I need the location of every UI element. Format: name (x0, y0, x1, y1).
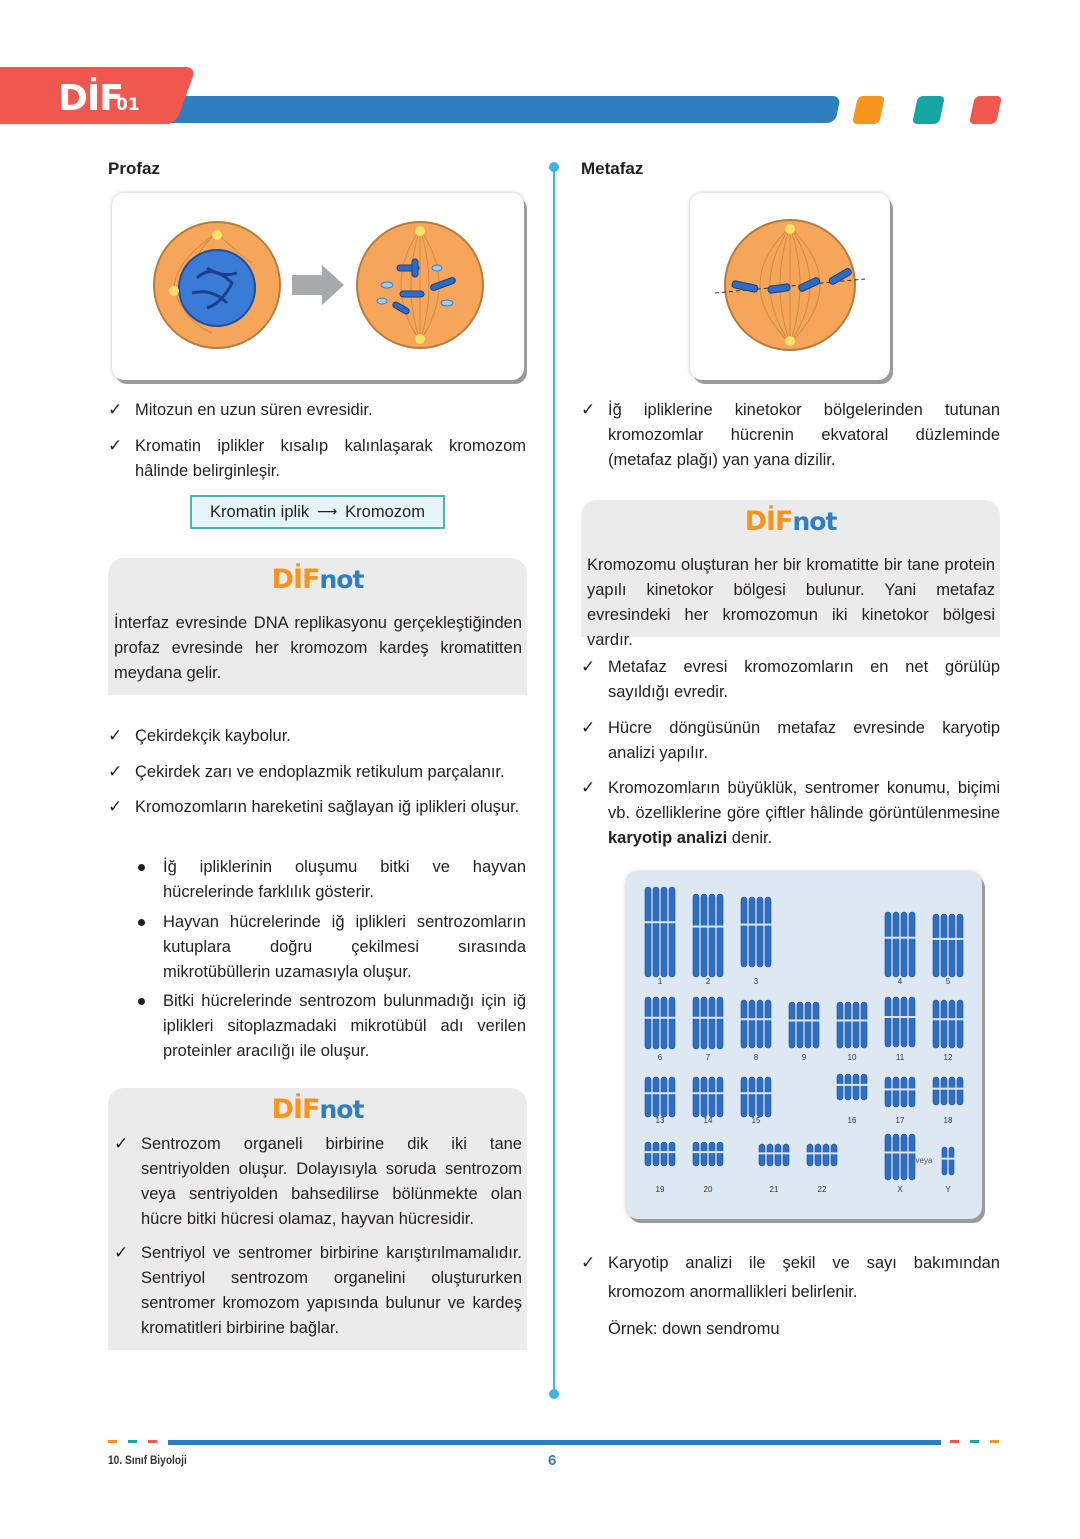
profaz-illustration (112, 193, 524, 380)
chromosome-label: 17 (895, 1116, 905, 1125)
header-square-red (969, 96, 1002, 124)
profaz-item-1: ✓ Mitozun en uzun süren evresidir. (108, 398, 526, 423)
chromosome-label: 20 (703, 1185, 713, 1194)
formula-from: Kromatin iplik (210, 502, 310, 521)
profaz-figure (112, 193, 524, 380)
chromosome-label: 6 (657, 1053, 663, 1062)
example-text: Örnek: down sendromu (608, 1320, 780, 1338)
karyotype-figure (626, 872, 982, 1219)
chromosome-pair-9 (789, 1002, 820, 1048)
metafaz-item-3: ✓ Hücre döngüsünün metafaz evresinde karyotip analizi yapılır. (581, 716, 1000, 766)
footer-dash-red (148, 1440, 157, 1443)
chromosome-label: 10 (847, 1053, 857, 1062)
formula-arrow: ⟶ (317, 504, 338, 520)
chromosome-label: 18 (943, 1116, 953, 1125)
chromosome-pair-12 (933, 1000, 964, 1048)
header-square-orange (852, 96, 885, 124)
header-bar (117, 96, 841, 123)
chromosome-pair-13 (645, 1077, 676, 1117)
chromosome-label: 1 (657, 977, 663, 986)
difnot-2-item-1: ✓ Sentrozom organeli birbirine dik iki tane sentriyolden oluşur. Dolayısıyla soruda sentrozom veya sentriyolden bahsedilirse bölünmekte olan hücre bitki hücresi olamaz, hayvan hücresidir. (114, 1132, 522, 1232)
footer-title: 10. Sınıf Biyoloji (108, 1453, 187, 1467)
chromosome-label: 22 (817, 1185, 827, 1194)
difnot-box-1 (108, 558, 527, 695)
profaz-item-4: ✓ Çekirdek zarı ve endoplazmik retikulum parçalanır. (108, 760, 526, 785)
chromosome-pair-1 (645, 887, 676, 977)
veya-label: veya (915, 1156, 933, 1165)
chromosome-pair-8 (741, 1000, 772, 1048)
divider-dot-top (549, 162, 559, 172)
chromosome-pair-16 (837, 1074, 868, 1100)
header-unit-number: 01 (116, 95, 140, 115)
profaz-heading: Profaz (108, 159, 160, 178)
chromosome-label: 15 (751, 1116, 761, 1125)
chromosome-pair-4 (885, 912, 916, 977)
chromosome-label: 2 (705, 977, 711, 986)
profaz-item-3: ✓ Çekirdekçik kaybolur. (108, 724, 526, 749)
chromosome-label: Y (945, 1185, 951, 1194)
chromosome-label: 14 (703, 1116, 713, 1125)
difnot-box-2 (108, 1088, 527, 1350)
chromosome-label: 12 (943, 1053, 953, 1062)
profaz-item-5: ✓ Kromozomların hareketini sağlayan iğ iplikleri oluşur. (108, 795, 526, 820)
chromosome-label: 11 (895, 1053, 905, 1062)
header-square-teal (912, 96, 945, 124)
chromosome-label: 5 (945, 977, 951, 986)
chromosome-pair-19 (645, 1142, 676, 1166)
footer-dash-orange (108, 1440, 117, 1443)
formula-to: Kromozom (345, 502, 425, 521)
chromosome-pair-15 (741, 1077, 772, 1117)
chromosome-pair-11 (885, 997, 916, 1047)
chromosome-label: 16 (847, 1116, 857, 1125)
chromosome-label: X (897, 1185, 903, 1194)
chromosome-pair-20 (693, 1142, 724, 1166)
chromosome-label: 13 (655, 1116, 665, 1125)
difnot-2-item-2: ✓ Sentriyol ve sentromer birbirine karıştırılmamalıdır. Sentriyol sentrozom organelini oluştururken sentromer kromozom yapısında bulunur ve kardeş kromatitleri birbirine bağlar. (114, 1241, 522, 1341)
profaz-bullet-1: İğ ipliklerinin oluşumu bitki ve hayvan hücrelerinde farklılık gösterir. (136, 855, 526, 905)
footer-dash-teal (128, 1440, 137, 1443)
column-divider (553, 167, 555, 1394)
footer-line (168, 1440, 941, 1445)
footer-dash-teal-r (970, 1440, 979, 1443)
metafaz-heading: Metafaz (581, 159, 644, 178)
footer-dash-orange-r (990, 1440, 999, 1443)
chromosome-pair-18 (933, 1077, 964, 1105)
header-logo: DİF (58, 78, 123, 119)
chromosome-pair-10 (837, 1002, 868, 1048)
metafaz-figure (690, 193, 890, 380)
difnot-logo: DİFnot (271, 1094, 364, 1125)
chromosome-pair-22 (807, 1144, 838, 1166)
metafaz-item-1: ✓ İğ ipliklerine kinetokor bölgelerinden tutunan kromozomlar hücrenin ekvatoral düzleminde (metafaz plağı) yan yana dizilir. (581, 398, 1000, 473)
chromosome-pair-21 (759, 1144, 790, 1166)
chromosome-label: 21 (769, 1185, 779, 1194)
karyotype-chart (626, 872, 982, 1219)
profaz-item-2: ✓ Kromatin iplikler kısalıp kalınlaşarak kromozom hâlinde belirginleşir. (108, 434, 526, 484)
footer-dash-red-r (950, 1440, 959, 1443)
difnot-text-3: Kromozomu oluşturan her bir kromatitte bir tane protein yapılı kinetokor bölgesi bulunur. Yani metafaz evresindeki her kromozomun iki kinetokor bölgesi vardır. (587, 556, 995, 649)
metafaz-item-2: ✓ Metafaz evresi kromozomların en net görülüp sayıldığı evredir. (581, 655, 1000, 705)
chromosome-pair-7 (693, 997, 724, 1049)
difnot-text-1: İnterfaz evresinde DNA replikasyonu gerçekleştiğinden profaz evresinde her kromozom kardeş kromatitten meydana gelir. (114, 614, 522, 682)
chromosome-label: 7 (705, 1053, 711, 1062)
chromosome-label: 8 (753, 1053, 759, 1062)
metafaz-item-4: ✓ Kromozomların büyüklük, sentromer konumu, biçimi vb. özelliklerine göre çiftler hâlinde görüntülenmesine karyotip analizi denir. (581, 776, 1000, 851)
chromosome-label: 3 (753, 977, 759, 986)
chromosome-pair-5 (933, 914, 964, 977)
difnot-box-3 (581, 500, 1000, 649)
chromosome-pair-6 (645, 997, 676, 1049)
chromosome-pair-14 (693, 1077, 724, 1117)
page-number: 6 (548, 1452, 557, 1469)
formula-box (190, 495, 445, 529)
profaz-bullet-3: Bitki hücrelerinde sentrozom bulunmadığı için iğ iplikleri sitoplazmadaki mikrotübül adı verilen proteinler aracılığı ile oluşur. (136, 989, 526, 1064)
profaz-bullet-2: Hayvan hücrelerinde iğ iplikleri sentrozomların kutuplara doğru çekilmesi sırasında mikrotübüllerin uzamasıyla oluşur. (136, 910, 526, 985)
chromosome-pair-X (885, 1134, 916, 1180)
chromosome-label: 19 (655, 1185, 665, 1194)
chromosome-pair-2 (693, 894, 724, 977)
chromosome-pair-Y (942, 1147, 955, 1175)
chromosome-label: 9 (801, 1053, 807, 1062)
chromosome-pair-3 (741, 897, 772, 967)
chromosome-label: 4 (897, 977, 903, 986)
metafaz-item-5: ✓ Karyotip analizi ile şekil ve sayı bakımından kromozom anormallikleri belirlenir. (581, 1249, 1000, 1307)
difnot-logo: DİFnot (744, 506, 837, 537)
difnot-logo: DİFnot (271, 564, 364, 595)
divider-dot-bottom (549, 1389, 559, 1399)
metafaz-illustration (690, 193, 890, 380)
chromosome-pair-17 (885, 1077, 916, 1107)
karyotype-term: karyotip analizi (608, 829, 728, 847)
